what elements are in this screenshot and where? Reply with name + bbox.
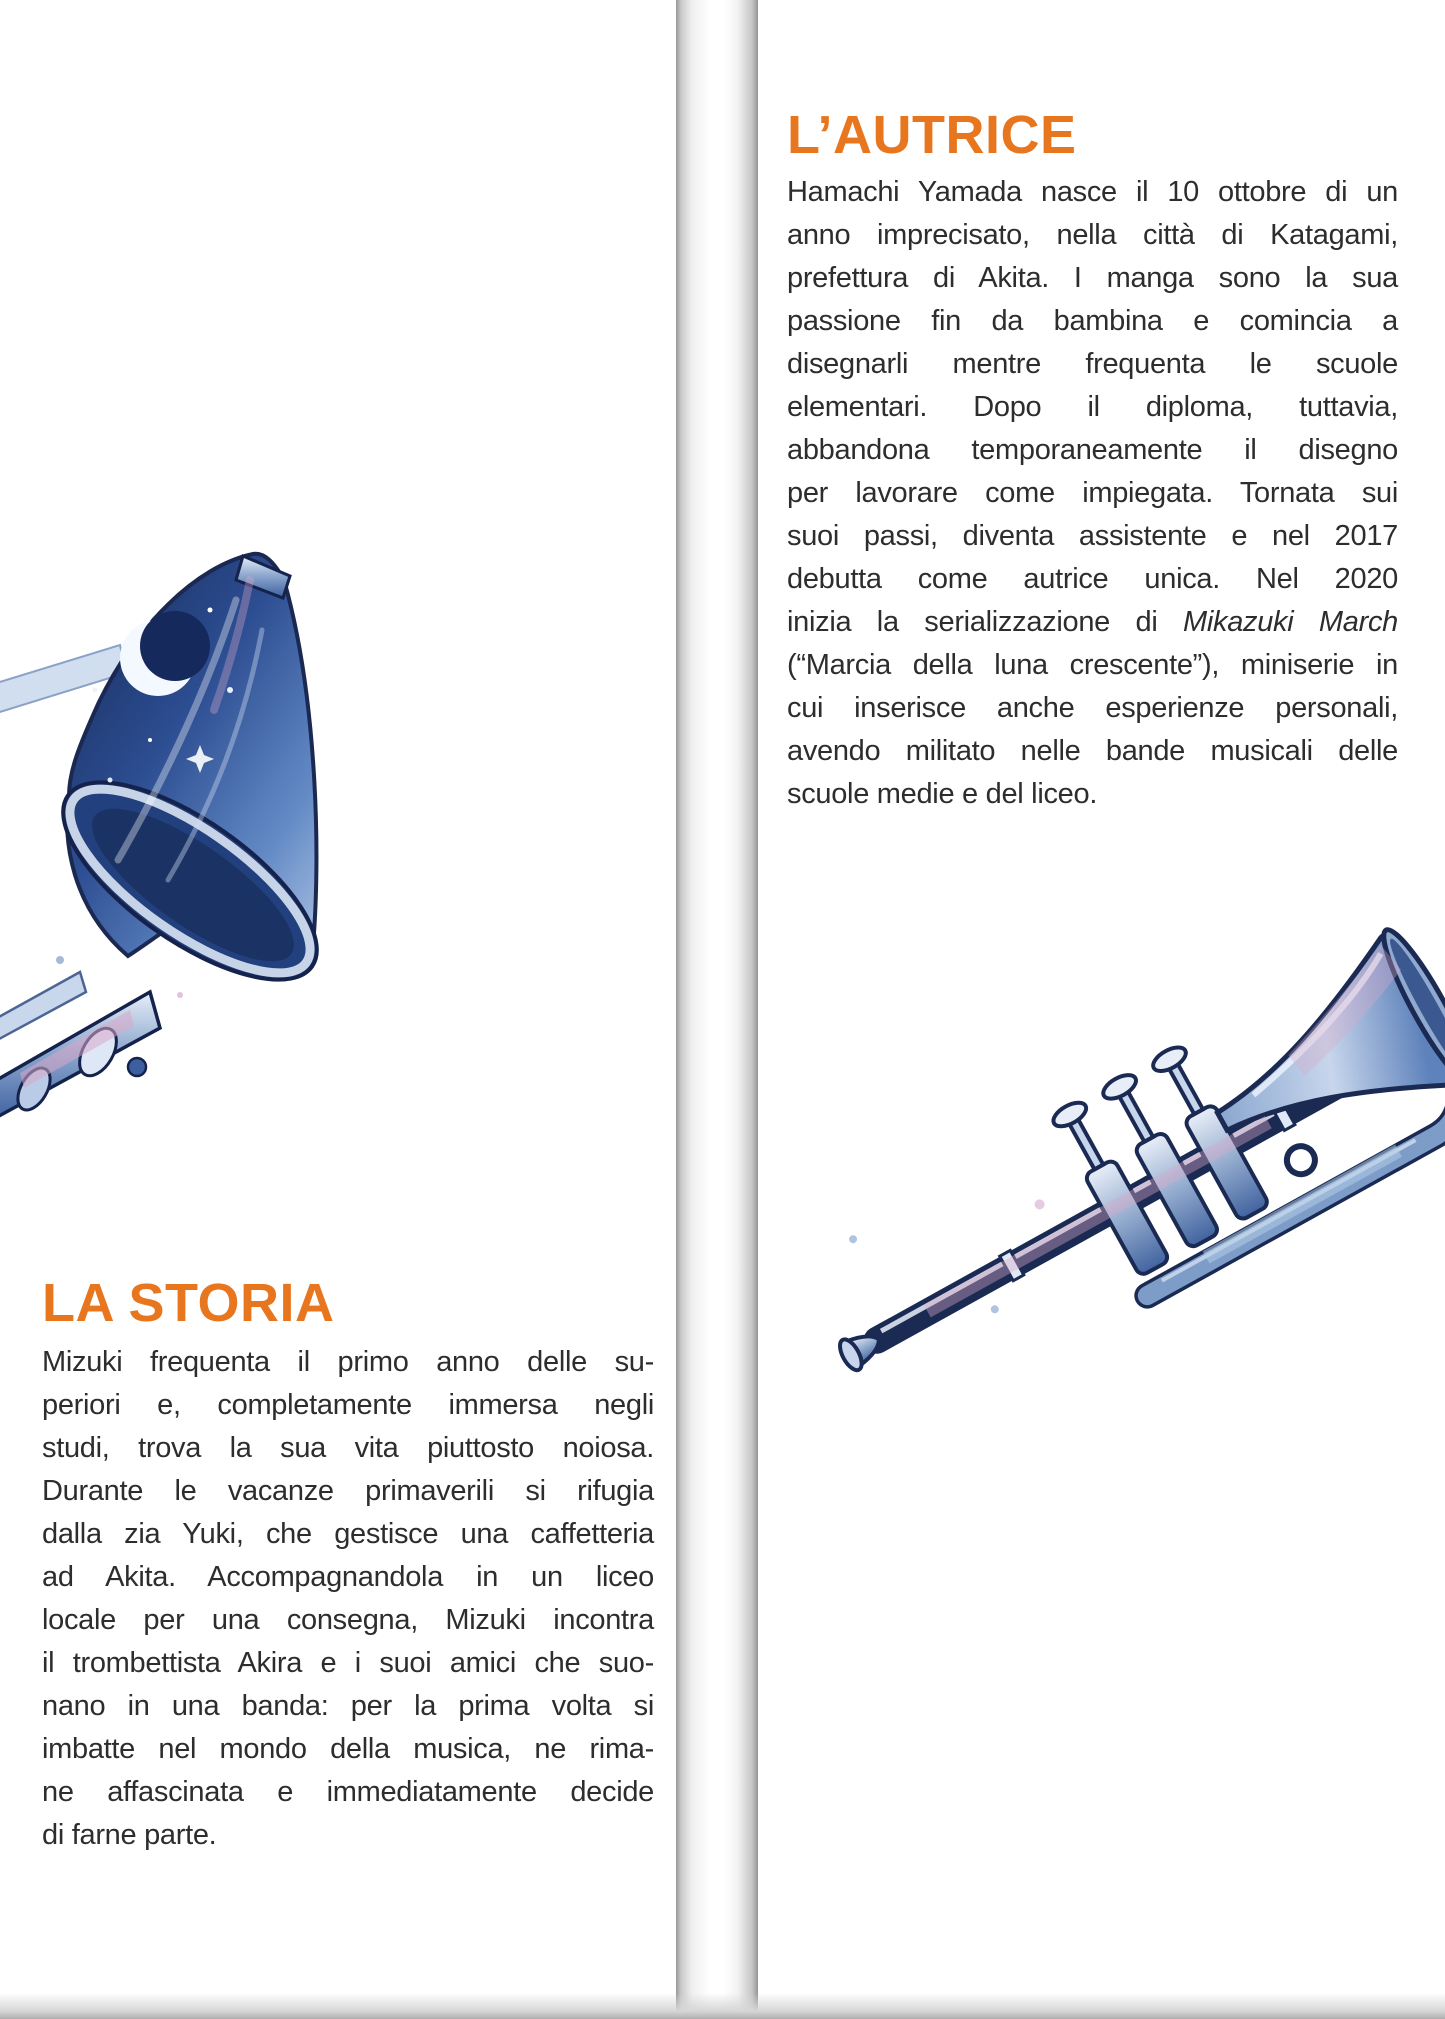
text-segment: anno imprecisato, nella città di Katagami,	[787, 219, 1398, 251]
text-line	[787, 171, 1398, 214]
text-line	[42, 1341, 654, 1384]
text-line	[42, 1513, 654, 1556]
text-line	[787, 558, 1398, 601]
text-segment: disegnarli mentre frequenta le scuole	[787, 348, 1398, 380]
text-segment: nano in una banda: per la prima volta si	[42, 1690, 654, 1722]
text-line	[42, 1728, 654, 1771]
text-line	[787, 773, 1398, 816]
text-segment: periori e, completamente immersa negli	[42, 1389, 654, 1421]
text-segment: scuole medie e del liceo.	[787, 778, 1098, 810]
text-segment: Mizuki frequenta il primo anno delle su-	[42, 1346, 654, 1378]
text-segment: suoi passi, diventa assistente e nel 2017	[787, 520, 1398, 552]
text-segment: debutta come autrice unica. Nel 2020	[787, 563, 1398, 595]
page-bottom-edge	[0, 1993, 1445, 2019]
text-line	[787, 644, 1398, 687]
text-line	[787, 515, 1398, 558]
text-line	[787, 386, 1398, 429]
text-line	[787, 343, 1398, 386]
text-line	[787, 730, 1398, 773]
text-segment: inizia la serializzazione di	[787, 606, 1183, 638]
text-segment: dalla zia Yuki, che gestisce una caffetteria	[42, 1518, 654, 1550]
left-page-heading: LA STORIA	[42, 1273, 335, 1333]
text-segment: cui inserisce anche esperienze personali,	[787, 692, 1398, 724]
trumpet-illustration	[820, 850, 1445, 1410]
text-line	[42, 1556, 654, 1599]
page-gutter	[676, 0, 758, 2019]
trumpet-bell-illustration	[0, 540, 395, 1140]
text-line	[42, 1814, 654, 1857]
left-page-paragraph	[42, 1341, 654, 1857]
text-segment: prefettura di Akita. I manga sono la sua	[787, 262, 1398, 294]
text-segment: imbatte nel mondo della musica, ne rima-	[42, 1733, 654, 1765]
text-segment: di farne parte.	[42, 1819, 217, 1851]
text-segment: il trombettista Akira e i suoi amici che suo-	[42, 1647, 654, 1679]
text-line	[42, 1685, 654, 1728]
text-segment: passione fin da bambina e comincia a	[787, 305, 1398, 337]
text-line	[787, 214, 1398, 257]
text-line	[787, 687, 1398, 730]
text-segment: per lavorare come impiegata. Tornata sui	[787, 477, 1398, 509]
text-segment: elementari. Dopo il diploma, tuttavia,	[787, 391, 1398, 423]
text-segment: Durante le vacanze primaverili si rifugia	[42, 1475, 654, 1507]
text-line	[787, 300, 1398, 343]
text-line	[42, 1427, 654, 1470]
text-segment: locale per una consegna, Mizuki incontra	[42, 1604, 654, 1636]
text-segment: ad Akita. Accompagnandola in un liceo	[42, 1561, 654, 1593]
text-segment: avendo militato nelle bande musicali delle	[787, 735, 1398, 767]
right-page-heading: L’AUTRICE	[787, 105, 1077, 165]
text-line	[42, 1384, 654, 1427]
text-line	[42, 1771, 654, 1814]
text-line	[787, 429, 1398, 472]
text-segment: abbandona temporaneamente il disegno	[787, 434, 1398, 466]
text-segment: ne affascinata e immediatamente decide	[42, 1776, 654, 1808]
text-line	[42, 1470, 654, 1513]
text-line	[42, 1642, 654, 1685]
text-line	[42, 1599, 654, 1642]
text-line	[787, 257, 1398, 300]
text-line	[787, 601, 1398, 644]
text-segment: Hamachi Yamada nasce il 10 ottobre di un	[787, 176, 1398, 208]
text-line	[787, 472, 1398, 515]
text-segment: studi, trova la sua vita piuttosto noiosa.	[42, 1432, 654, 1464]
text-segment: Mikazuki March	[1183, 606, 1398, 638]
text-segment: (“Marcia della luna crescente”), miniserie in	[787, 649, 1398, 681]
right-page-paragraph	[787, 171, 1398, 816]
